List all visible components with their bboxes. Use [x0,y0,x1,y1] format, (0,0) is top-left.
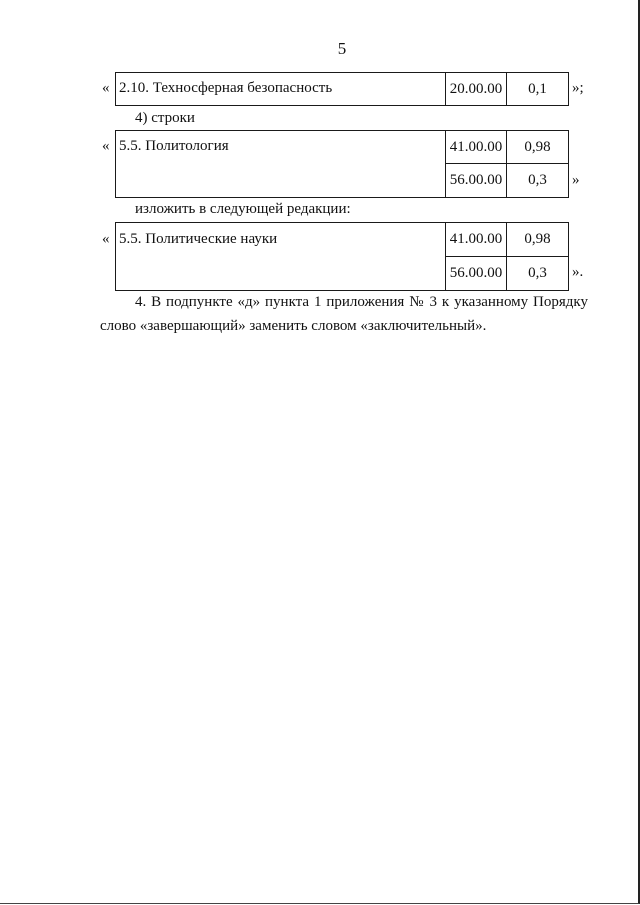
discipline-value: 0,98 [524,231,551,247]
paragraph-4: 4. В подпункте «д» пункта 1 приложения № 3 к указанному Порядку слово «завершающий» заменить словом «заключительный». [100,294,588,334]
discipline-name: 5.5. Политические науки [119,231,278,247]
discipline-name: 5.5. Политология [119,138,229,154]
open-quote: « [102,80,110,96]
discipline-name-cell [115,222,446,291]
open-quote: « [102,138,110,154]
replace-phrase: изложить в следующей редакции: [135,201,351,217]
discipline-code: 56.00.00 [449,265,503,281]
discipline-value: 0,3 [528,172,547,188]
close-quote: »; [572,80,584,96]
close-quote: ». [572,264,584,280]
discipline-value: 0,98 [524,138,551,155]
value-cell [506,163,569,198]
discipline-code: 56.00.00 [449,172,503,188]
discipline-value: 0,3 [528,265,547,281]
discipline-code: 41.00.00 [449,231,503,247]
discipline-code: 20.00.00 [449,80,503,97]
code-cell [445,256,507,291]
value-cell [506,130,569,164]
code-cell [445,222,507,257]
open-quote: « [102,231,110,247]
item-4-heading: 4) строки [135,110,195,126]
page-number: 5 [337,39,347,58]
discipline-name-cell [115,72,446,106]
value-cell [506,256,569,291]
discipline-value: 0,1 [528,80,547,97]
code-cell [445,130,507,164]
discipline-code: 41.00.00 [449,138,503,155]
value-cell [506,222,569,257]
close-quote: » [572,172,580,188]
code-cell [445,163,507,198]
value-cell [506,72,569,106]
discipline-name: 2.10. Техносферная безопасность [119,80,333,96]
discipline-name-cell [115,130,446,198]
code-cell [445,72,507,106]
